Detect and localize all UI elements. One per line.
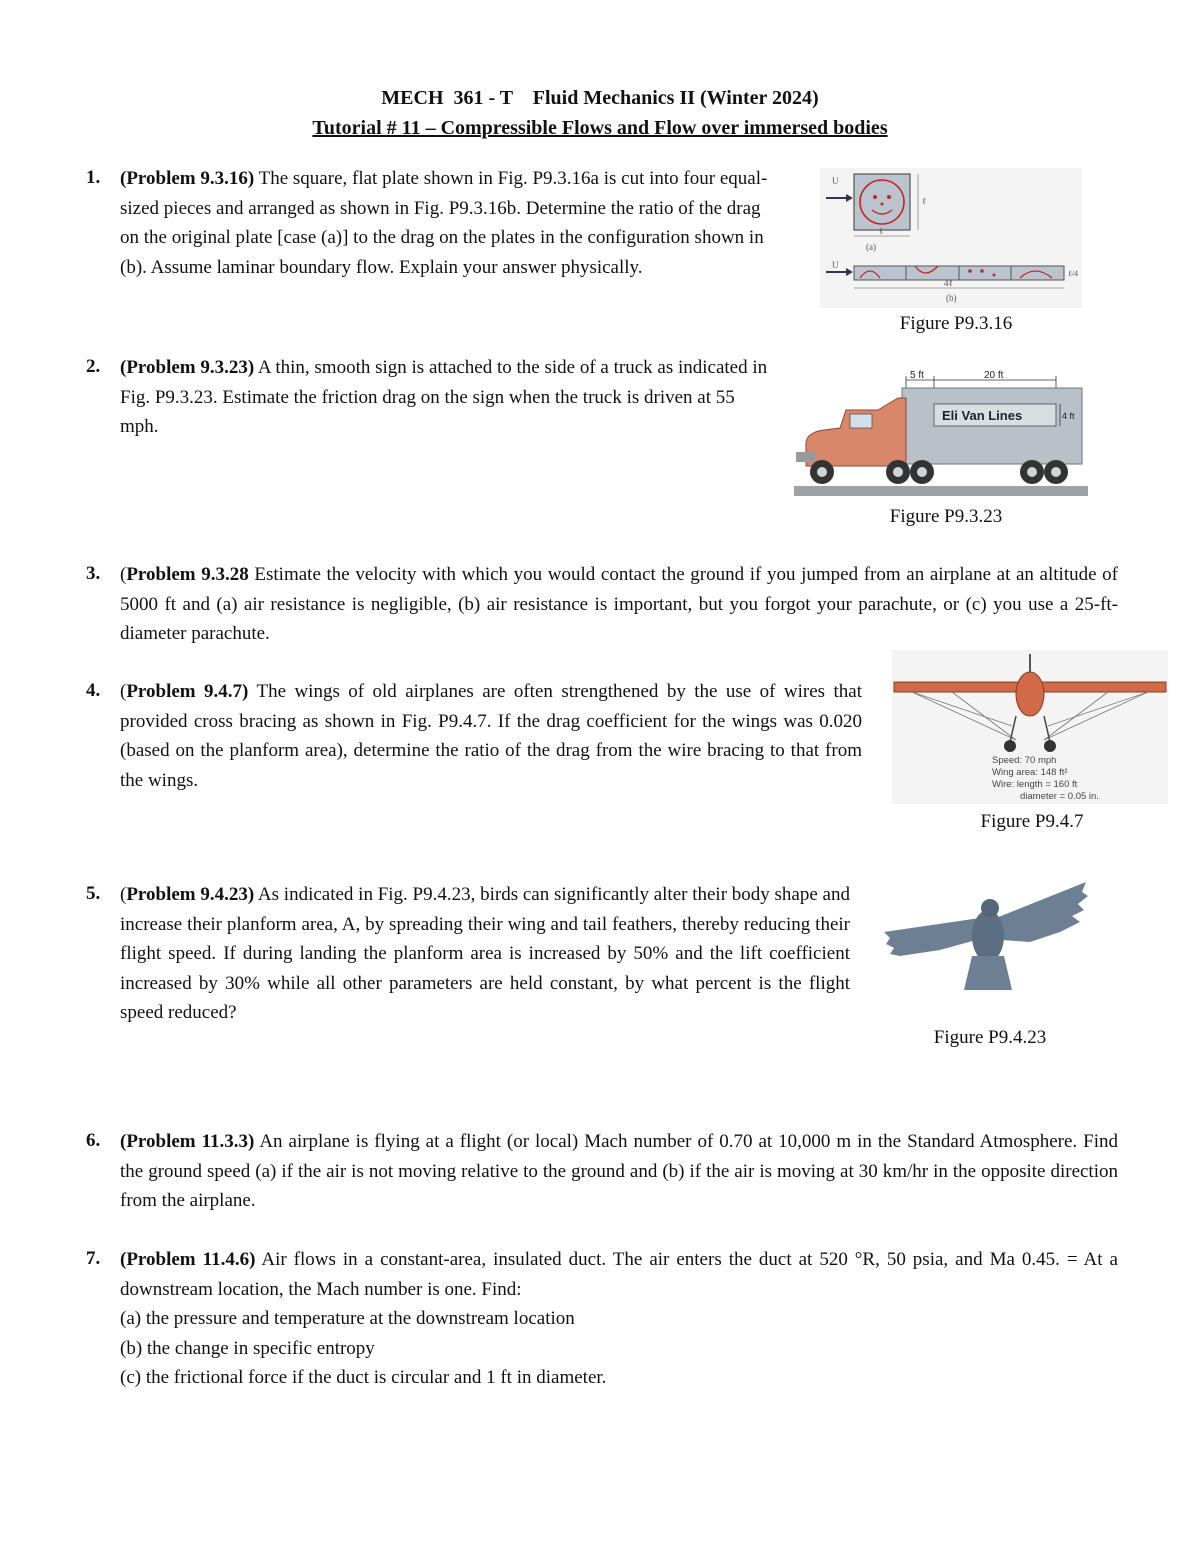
problem-3-ref: Problem 9.3.28 (126, 564, 249, 585)
problem-7-item-b: (b) the change in specific entropy (120, 1337, 375, 1359)
sign-text: Eli Van Lines (942, 408, 1023, 423)
problem-6 (120, 1127, 1118, 1216)
figure-p9-3-23 (794, 368, 1088, 496)
problem-5: (Problem 9.4.23) As indicated in Fig. P9.4.23, birds can significantly alter their body shape and increase their planform area, A, by spreading their wing and tail feathers, thereby reducing their flight speed. If during landing the planform area is increased by 50% and the lift coefficient increased by 30% while all other parameters are held constant, by what percent is the flight speed reduced? (120, 884, 850, 1023)
problem-4-text: The wings of old airplanes are often strengthened by the use of wires that provided cross bracing as shown in Fig. P9.4.7. If the drag coefficient for the wings was 0.020 (based on the planform area), determine the ratio of the drag from the wire bracing to that from the wings. (120, 681, 862, 791)
label-a: (a) (866, 242, 876, 252)
problem-5-ref: Problem 9.4.23) (126, 884, 255, 905)
bird-body (972, 910, 1004, 962)
bird-left-wing (884, 918, 980, 956)
problem-6-ref: (Problem 11.3.3) (120, 1131, 255, 1152)
svg-text:4ℓ: 4ℓ (944, 278, 953, 288)
problem-2 (120, 353, 770, 442)
problem-3-text: Estimate the velocity with which you would contact the ground if you jumped from an airplane at an altitude of 5000 ft and (a) air resistance is negligible, (b) air resistance is important, but you forgot your parachute, or (c) you use a 25-ft-diameter parachute. (120, 564, 1118, 644)
svg-text:ℓ/4: ℓ/4 (1068, 269, 1079, 278)
problem-7-ref: (Problem 11.4.6) (120, 1249, 256, 1270)
problem-1-number: 1. (86, 167, 101, 188)
problem-7-items (120, 1304, 1118, 1393)
square-plate-a (854, 174, 910, 230)
flow-label-u-a: U (832, 176, 839, 186)
speed-label: Speed: 70 mph (992, 755, 1057, 766)
problem-7-text: Air flows in a constant-area, insulated duct. The air enters the duct at 520 °R, 50 psia, and Ma 0.45. = At a downstream location, the Mach number is one. Find: (120, 1249, 1118, 1300)
problem-1-text: The square, flat plate shown in Fig. P9.3.16a is cut into four equal-sized pieces and arranged as shown in Fig. P9.3.16b. Determine the ratio of the drag on the original plate [case (a)] to the drag on the plates in the configuration shown in (b). Assume laminar boundary flow. Explain your answer physically. (120, 168, 768, 278)
svg-text:ℓ: ℓ (922, 196, 927, 206)
wing-area-label: Wing area: 148 ft² (992, 767, 1068, 778)
wheel-left (1004, 740, 1016, 752)
caption-p9-4-23: Figure P9.4.23 (933, 1027, 1047, 1048)
problem-6-number: 6. (86, 1130, 101, 1151)
problem-1-ref: (Problem 9.3.16) (120, 168, 255, 189)
label-b: (b) (946, 293, 957, 303)
bird-right-wing (996, 882, 1088, 942)
problem-7-item-c: (c) the frictional force if the duct is circular and 1 ft in diameter. (120, 1367, 607, 1388)
wire-length-label: Wire: length = 160 ft (992, 779, 1078, 790)
problem-3: (Problem 9.3.28 Estimate the velocity with which you would contact the ground if you jumped from an airplane at an altitude of 5000 ft and (a) air resistance is negligible, (b) air resistance is important, but you forgot your parachute, or (c) you use a 25-ft-diameter parachute. (120, 564, 1118, 644)
problem-6-text: An airplane is flying at a flight (or local) Mach number of 0.70 at 10,000 m in the Standard Atmosphere. Find the ground speed (a) if the air is not moving relative to the ground and (b) if the air is moving at 30 km/hr in the opposite direction from the airplane. (120, 1131, 1118, 1211)
dim-5ft: 5 ft (910, 370, 924, 381)
caption-p9-4-7: Figure P9.4.7 (980, 811, 1084, 832)
flow-label-u-b: U (832, 260, 839, 270)
caption-p9-3-16: Figure P9.3.16 (899, 313, 1013, 334)
problem-4: (Problem 9.4.7) The wings of old airplanes are often strengthened by the use of wires that provided cross bracing as shown in Fig. P9.4.7. If the drag coefficient for the wings was 0.020 (based on the planform area), determine the ratio of the drag from the wire bracing to that from the wings. (120, 681, 862, 791)
problem-7-number: 7. (86, 1248, 101, 1269)
problem-4-number: 4. (86, 680, 101, 701)
figure-p9-4-7 (892, 650, 1168, 804)
problem-2-ref: (Problem 9.3.23) (120, 357, 255, 378)
road (794, 486, 1088, 496)
wire-diameter-label: diameter = 0.05 in. (1020, 791, 1099, 802)
wheel-right (1044, 740, 1056, 752)
problem-7 (120, 1245, 1118, 1304)
caption-p9-3-23: Figure P9.3.23 (889, 506, 1003, 527)
problem-4-ref: Problem 9.4.7) (126, 681, 249, 702)
problem-7-item-a: (a) the pressure and temperature at the downstream location (120, 1308, 575, 1329)
figure-p9-4-23 (880, 878, 1090, 1004)
tutorial-title: Tutorial # 11 – Compressible Flows and Flow over immersed bodies (312, 117, 888, 139)
bird-tail (964, 956, 1012, 990)
problem-5-number: 5. (86, 883, 101, 904)
problem-2-number: 2. (86, 356, 101, 377)
dim-20ft: 20 ft (984, 370, 1004, 381)
dim-4ft: 4 ft (1062, 411, 1075, 421)
figure-p9-3-16 (820, 168, 1082, 308)
problem-5-text: As indicated in Fig. P9.4.23, birds can significantly alter their body shape and increase their planform area, A, by spreading their wing and tail feathers, thereby reducing their flight speed. If during landing the planform area is increased by 50% and the lift coefficient increased by 30% while all other parameters are held constant, by what percent is the flight speed reduced? (120, 884, 850, 1023)
bird-head (981, 899, 999, 917)
svg-text:ℓ: ℓ (879, 226, 884, 236)
problem-1 (120, 164, 780, 282)
problem-2-text: A thin, smooth sign is attached to the side of a truck as indicated in Fig. P9.3.23. Estimate the friction drag on the sign when the truck is driven at 55 mph. (120, 357, 768, 437)
fuselage (1016, 672, 1044, 716)
course-title: MECH 361 - T Fluid Mechanics II (Winter 2024) (381, 87, 819, 109)
problem-3-number: 3. (86, 563, 101, 584)
